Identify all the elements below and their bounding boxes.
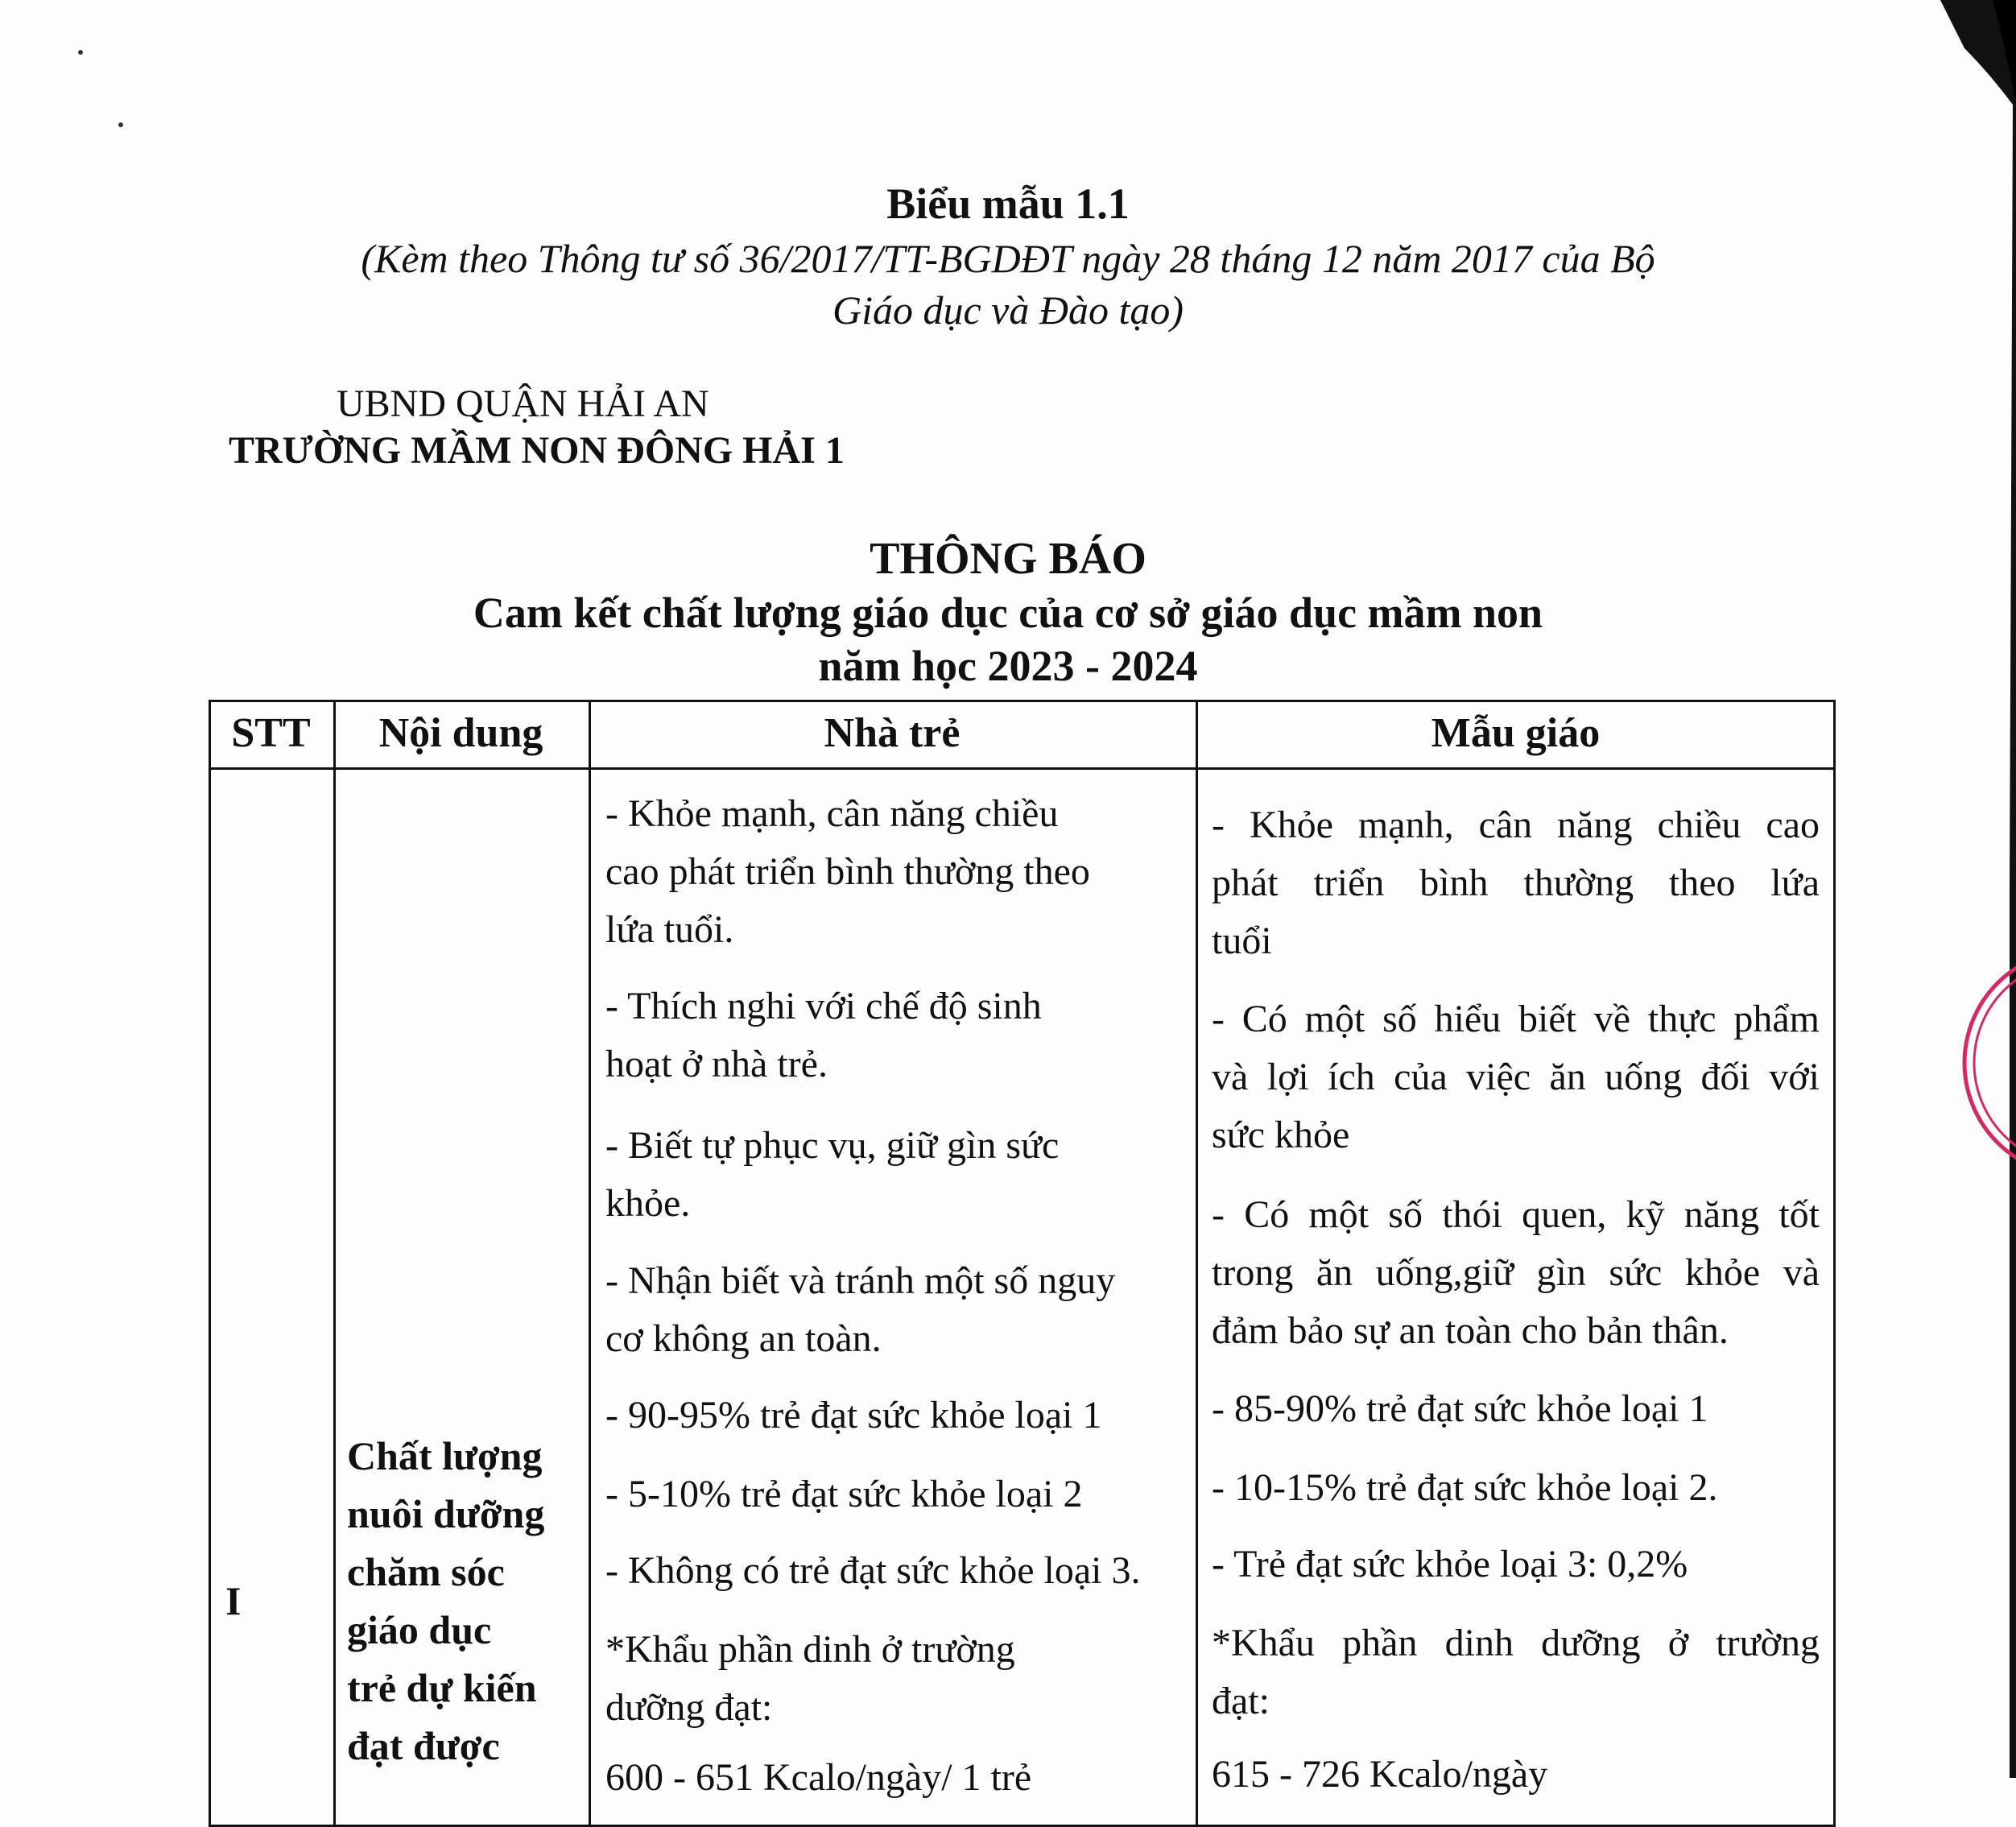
bullet-paragraph bbox=[1212, 1536, 1820, 1593]
text-line: và lợi ích của việc ăn uống đối với bbox=[1212, 1056, 1820, 1098]
content-line: giáo dục bbox=[347, 1607, 492, 1652]
text-line: phát triển bình thường theo lứa bbox=[1212, 862, 1820, 904]
form-title: Biểu mẫu 1.1 bbox=[886, 180, 1130, 228]
text-line: - 90-95% trẻ đạt sức khỏe loại 1 bbox=[605, 1394, 1102, 1436]
header-stt: STT bbox=[231, 710, 311, 756]
text-line: cơ không an toàn. bbox=[605, 1317, 882, 1360]
content-line: nuôi dưỡng bbox=[347, 1491, 545, 1536]
text-line: - Không có trẻ đạt sức khỏe loại 3. bbox=[605, 1549, 1141, 1592]
text-line: cao phát triển bình thường theo bbox=[605, 850, 1090, 893]
text-line: dưỡng đạt: bbox=[605, 1686, 773, 1729]
text-line: lứa tuổi. bbox=[605, 908, 734, 951]
text-line: - Thích nghi với chế độ sinh bbox=[605, 985, 1042, 1027]
text-line: - Trẻ đạt sức khỏe loại 3: 0,2% bbox=[1212, 1543, 1688, 1585]
bullet-paragraph bbox=[605, 978, 1177, 1093]
bullet-paragraph bbox=[605, 1117, 1177, 1233]
school-year: năm học 2023 - 2024 bbox=[818, 642, 1198, 690]
bullet-paragraph bbox=[605, 1465, 1177, 1523]
text-line: đạt: bbox=[1212, 1680, 1270, 1722]
content-line: trẻ dự kiến bbox=[347, 1665, 537, 1710]
bullet-paragraph bbox=[1212, 1614, 1820, 1730]
content-line: Chất lượng bbox=[347, 1433, 543, 1478]
bullet-paragraph bbox=[605, 1387, 1177, 1445]
authority-name: UBND QUẬN HẢI AN bbox=[337, 382, 709, 425]
text-line: - Có một số thói quen, kỹ năng tốt bbox=[1212, 1193, 1820, 1236]
bullet-paragraph bbox=[605, 1542, 1177, 1600]
content-line: chăm sóc bbox=[347, 1549, 505, 1594]
header-divider bbox=[209, 767, 1836, 770]
notice-title: THÔNG BÁO bbox=[870, 534, 1146, 584]
text-line: - Biết tự phục vụ, giữ gìn sức bbox=[605, 1124, 1060, 1167]
text-line: - 5-10% trẻ đạt sức khỏe loại 2 bbox=[605, 1473, 1083, 1515]
school-name: TRƯỜNG MẦM NON ĐÔNG HẢI 1 bbox=[229, 429, 845, 472]
form-subtitle-line1: (Kèm theo Thông tư số 36/2017/TT-BGDĐT ngày 28 tháng 12 năm 2017 của Bộ bbox=[361, 236, 1655, 281]
bullet-paragraph bbox=[605, 1621, 1177, 1737]
bullet-paragraph bbox=[1212, 1746, 1820, 1804]
form-subtitle-line2: Giáo dục và Đào tạo) bbox=[832, 287, 1184, 333]
header-nursery: Nhà trẻ bbox=[824, 710, 960, 756]
text-line: khỏe. bbox=[605, 1182, 691, 1225]
bullet-paragraph bbox=[1212, 1380, 1820, 1438]
bullet-paragraph bbox=[1212, 1186, 1820, 1360]
column-divider bbox=[333, 700, 336, 1827]
text-line: - Có một số hiểu biết về thực phẩm bbox=[1212, 998, 1820, 1040]
text-line: tuổi bbox=[1212, 920, 1272, 962]
text-line: trong ăn uống,giữ gìn sức khỏe và bbox=[1212, 1251, 1820, 1294]
text-line: hoạt ở nhà trẻ. bbox=[605, 1043, 828, 1085]
text-line: - Khỏe mạnh, cân năng chiều bbox=[605, 792, 1059, 835]
bullet-paragraph bbox=[605, 1749, 1177, 1807]
bullet-paragraph bbox=[1212, 1459, 1820, 1517]
bullet-paragraph bbox=[605, 1252, 1177, 1368]
bullet-paragraph bbox=[1212, 990, 1820, 1164]
column-divider bbox=[1196, 700, 1198, 1827]
red-stamp bbox=[1956, 934, 2016, 1192]
text-line: - 10-15% trẻ đạt sức khỏe loại 2. bbox=[1212, 1466, 1718, 1509]
text-line: 600 - 651 Kcalo/ngày/ 1 trẻ bbox=[605, 1756, 1032, 1799]
notice-subtitle: Cam kết chất lượng giáo dục của cơ sở giáo dục mầm non bbox=[473, 589, 1543, 637]
row-content bbox=[347, 1427, 544, 1775]
text-line: *Khẩu phần dinh ở trường bbox=[605, 1628, 1015, 1671]
bullet-paragraph bbox=[605, 785, 1177, 959]
header-kindergarten: Mẫu giáo bbox=[1431, 710, 1601, 756]
column-divider bbox=[589, 700, 591, 1827]
content-line: đạt được bbox=[347, 1723, 500, 1768]
text-line: sức khỏe bbox=[1212, 1114, 1350, 1156]
bullet-paragraph bbox=[1212, 796, 1820, 970]
text-line: - Khỏe mạnh, cân năng chiều cao bbox=[1212, 804, 1820, 846]
text-line: - Nhận biết và tránh một số nguy bbox=[605, 1259, 1116, 1302]
text-line: - 85-90% trẻ đạt sức khỏe loại 1 bbox=[1212, 1387, 1708, 1430]
text-line: đảm bảo sự an toàn cho bản thân. bbox=[1212, 1309, 1729, 1352]
row-stt: I bbox=[225, 1578, 242, 1623]
header-content: Nội dung bbox=[378, 710, 543, 756]
text-line: *Khẩu phần dinh dưỡng ở trường bbox=[1212, 1622, 1820, 1664]
text-line: 615 - 726 Kcalo/ngày bbox=[1212, 1753, 1548, 1796]
